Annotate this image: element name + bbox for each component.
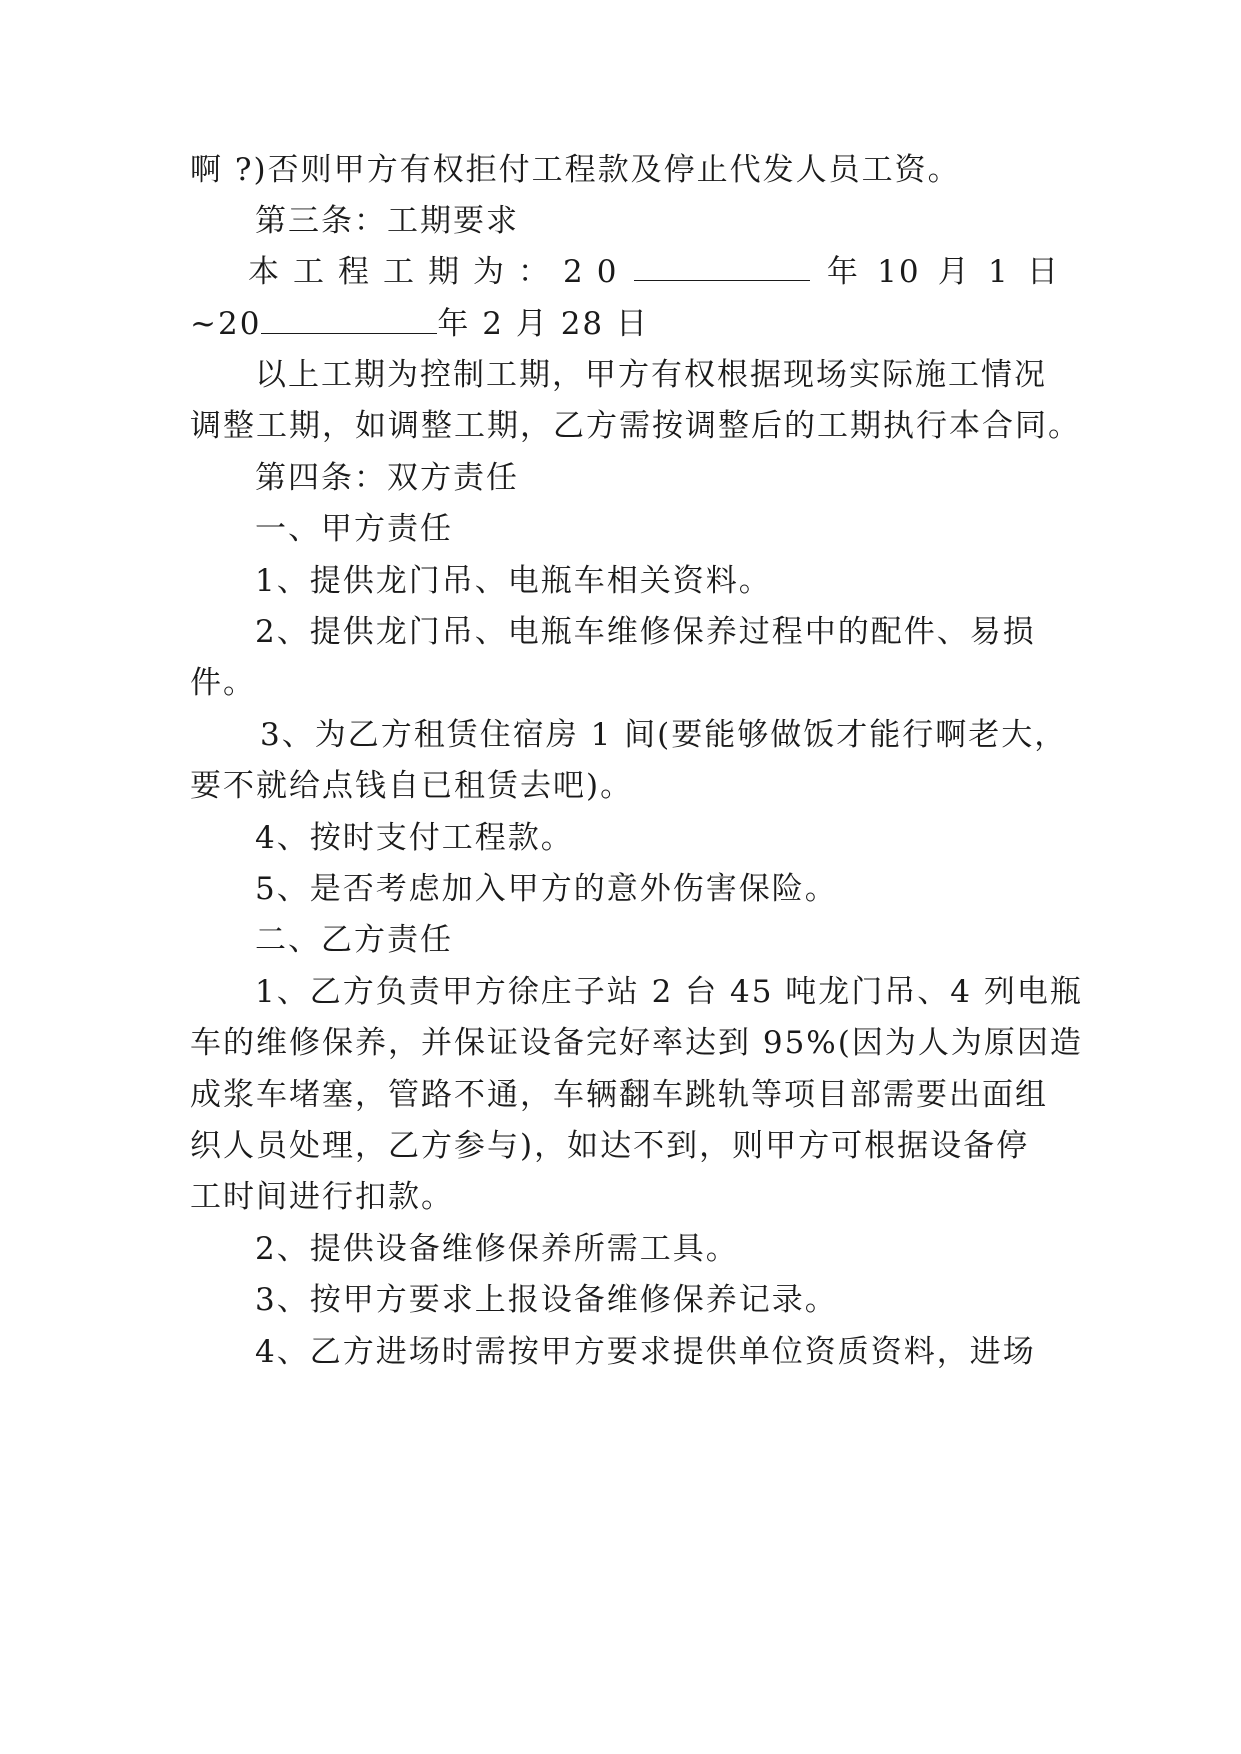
list-item: 4、按时支付工程款。 <box>255 820 574 856</box>
subsection-heading-party-b: 二、乙方责任 <box>255 922 453 958</box>
period-end-suffix: 年 2 月 28 日 <box>437 306 650 342</box>
day-value: 1 <box>988 254 1010 290</box>
list-item-continuation: 织人员处理，乙方参与)，如达不到，则甲方可根据设备停 <box>190 1128 1030 1164</box>
list-item-continuation: 要不就给点钱自已租赁去吧)。 <box>190 768 634 804</box>
list-item: 2、提供龙门吊、电瓶车维修保养过程中的配件、易损 <box>255 614 1036 650</box>
list-item-continuation: 件。 <box>190 665 256 701</box>
month-value: 10 <box>877 254 921 290</box>
year-blank <box>634 252 810 281</box>
list-item: 4、乙方进场时需按甲方要求提供单位资质资料，进场 <box>255 1334 1036 1370</box>
list-item-continuation: 车的维修保养，并保证设备完好率达到 95%(因为人为原因造 <box>190 1025 1083 1061</box>
construction-period-line <box>248 252 1060 292</box>
list-item-continuation: 成浆车堵塞，管路不通，车辆翻车跳轨等项目部需要出面组 <box>190 1077 1048 1113</box>
paragraph-line: 以上工期为控制工期，甲方有权根据现场实际施工情况 <box>255 357 1047 393</box>
year-label: 年 <box>826 254 860 290</box>
paragraph-line: 调整工期，如调整工期，乙方需按调整后的工期执行本合同。 <box>190 408 1081 444</box>
day-label: 日 <box>1026 254 1060 290</box>
subsection-heading-party-a: 一、甲方责任 <box>255 511 453 547</box>
list-item-continuation: 工时间进行扣款。 <box>190 1179 454 1215</box>
list-item: 5、是否考虑加入甲方的意外伤害保险。 <box>255 871 838 907</box>
month-label: 月 <box>937 254 971 290</box>
section-heading-article-4: 第四条：双方责任 <box>255 460 519 496</box>
list-item: 3、按甲方要求上报设备维修保养记录。 <box>255 1282 838 1318</box>
list-item: 2、提供设备维修保养所需工具。 <box>255 1231 739 1267</box>
end-year-blank <box>261 305 437 334</box>
section-heading-article-3: 第三条：工期要求 <box>255 203 519 239</box>
list-item: 1、提供龙门吊、电瓶车相关资料。 <box>255 563 772 599</box>
paragraph-line: 啊 ?)否则甲方有权拒付工程款及停止代发人员工资。 <box>190 152 961 188</box>
construction-period-end-line <box>190 304 1060 344</box>
period-end-prefix: ~20 <box>190 306 262 342</box>
period-prefix: 本工程工期为：20 <box>248 254 631 290</box>
list-item: 3、为乙方租赁住宿房 1 间(要能够做饭才能行啊老大， <box>260 717 1068 753</box>
list-item: 1、乙方负责甲方徐庄子站 2 台 45 吨龙门吊、4 列电瓶 <box>255 974 1083 1010</box>
